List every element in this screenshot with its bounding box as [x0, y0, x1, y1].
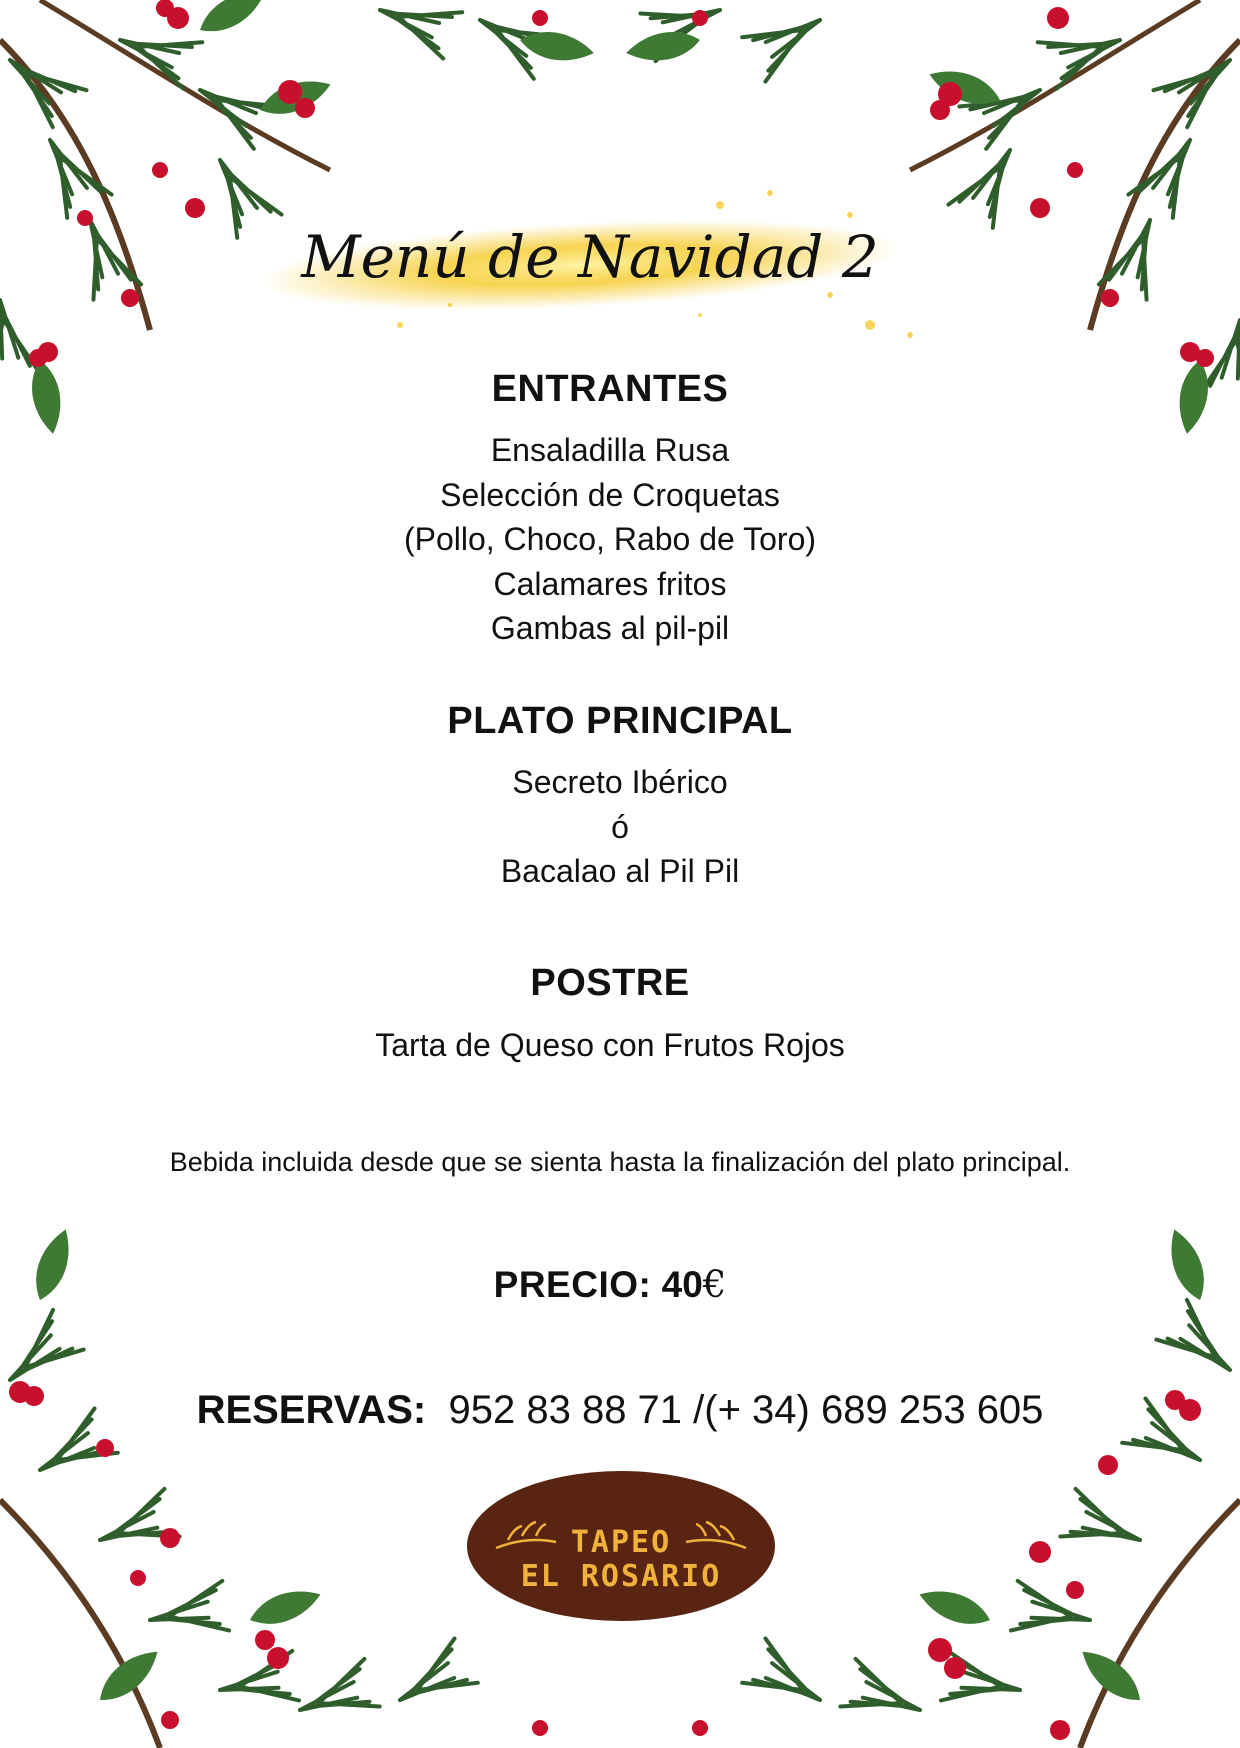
- price-label: PRECIO:: [493, 1264, 652, 1305]
- price-amount: 40: [661, 1264, 703, 1305]
- plato-principal-list: [0, 760, 1240, 894]
- entrantes-heading: ENTRANTES: [491, 368, 729, 410]
- postre-heading: POSTRE: [530, 962, 690, 1004]
- list-item: Tarta de Queso con Frutos Rojos: [375, 1027, 845, 1063]
- reservations-line: [0, 1388, 1240, 1433]
- title-banner: [250, 185, 950, 355]
- reservations-label: RESERVAS:: [196, 1388, 427, 1432]
- plato-principal-heading: PLATO PRINCIPAL: [447, 700, 793, 742]
- reservations-phones: 952 83 88 71 /(+ 34) 689 253 605: [448, 1388, 1044, 1432]
- tapeo-el-rosario-logo: [466, 1470, 776, 1622]
- drink-note: Bebida incluida desde que se sienta hasta la finalización del plato principal.: [169, 1147, 1071, 1177]
- list-item: Secreto Ibérico: [512, 764, 728, 800]
- logo-line-2: EL ROSARIO: [520, 1559, 722, 1594]
- entrantes-list: [0, 428, 1230, 651]
- logo-line-1: TAPEO: [570, 1525, 672, 1560]
- list-item: Ensaladilla Rusa: [490, 432, 730, 468]
- list-item: Bacalao al Pil Pil: [500, 853, 740, 889]
- top-garland: [372, 0, 833, 82]
- price-currency: €: [702, 1263, 727, 1306]
- list-item: Calamares fritos: [493, 565, 727, 602]
- list-item: (Pollo, Choco, Rabo de Toro): [403, 521, 817, 557]
- list-item: Selección de Croquetas: [440, 476, 780, 513]
- price-line: [0, 1263, 1230, 1306]
- postre-list: [0, 1023, 1230, 1068]
- list-item: Gambas al pil-pil: [490, 610, 730, 646]
- list-item: ó: [611, 808, 629, 845]
- menu-title: Menú de Navidad 2: [301, 223, 879, 291]
